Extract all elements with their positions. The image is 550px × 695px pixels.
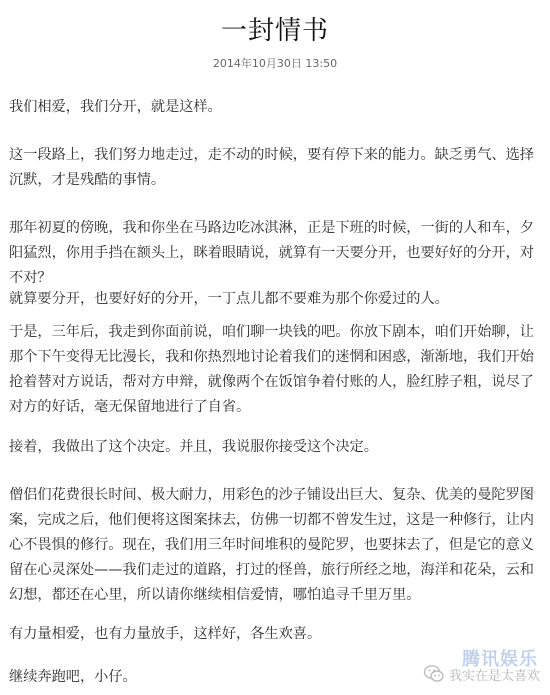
paragraph-6: 接着，我做出了这个决定。并且，我说服你接受这个决定。 [9, 439, 378, 455]
paragraph-7: 僧侣们花费很长时间、极大耐力，用彩色的沙子铺设出巨大、复杂、优美的曼陀罗图案，完成之后，他们便将这图案抹去，仿佛一切都不曾发生过，这是一种修行，让内心不畏惧的修行。现在，我们用三年时间堆积的曼陀罗，也要抹去了，但是它的意义留在心灵深处——我们走过的道路，打过的怪兽，旅行所经之地，海洋和花朵，云和幻想，都还在心里，所以请你继续相信爱情，哪怕追寻千里万里。 [9, 487, 534, 603]
wechat-logo-icon [423, 663, 445, 685]
paragraph-4: 就算要分开，也要好好的分开，一丁点儿都不要难为那个你爱过的人。 [9, 291, 449, 307]
account-name: 我实在是太喜欢 [448, 668, 540, 684]
paragraph-8: 有力量相爱，也有力量放手，这样好，各生欢喜。 [9, 626, 322, 642]
paragraph-5: 于是，三年后，我走到你面前说，咱们聊一块钱的吧。你放下剧本，咱们开始聊，让那个下午变得无比漫长，我和你热烈地讨论着我们的迷惘和困惑，渐渐地，我们开始抢着替对方说话，帮对方申辩，就像两个在饭馆争着付账的人，脸红脖子粗，说尽了对方的好话，毫无保留地进行了自省。 [9, 324, 534, 415]
paragraph-9: 继续奔跑吧，小仔。 [9, 669, 137, 685]
article-title: 一封情书 [220, 16, 329, 46]
paragraph-2: 这一段路上，我们努力地走过，走不动的时候，要有停下来的能力。缺乏勇气、选择沉默，才是残酷的事情。 [9, 147, 534, 188]
account-watermark [423, 663, 540, 685]
paragraph-1: 我们相爱，我们分开，就是这样。 [9, 99, 222, 115]
publish-date: 2014年10月30日 13:50 [212, 57, 338, 70]
brand-watermark: 腾讯娱乐 [462, 649, 538, 670]
paragraph-3: 那年初夏的傍晚，我和你坐在马路边吃冰淇淋，正是下班的时候，一街的人和车，夕阳猛烈，你用手挡在额头上，眯着眼睛说，就算有一天要分开，也要好好的分开，对不对？ [9, 220, 534, 286]
